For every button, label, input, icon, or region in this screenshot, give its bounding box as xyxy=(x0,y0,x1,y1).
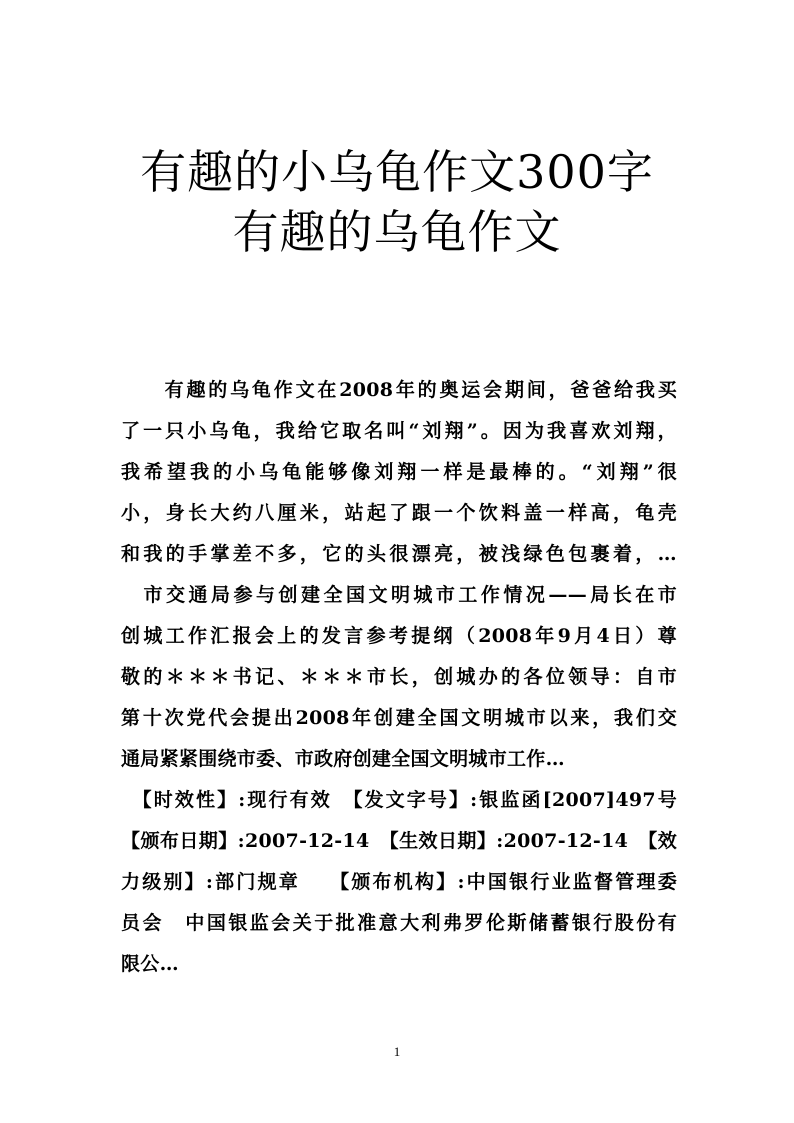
body-line: 了一只小乌龟，我给它取名叫“刘翔”。因为我喜欢刘翔， xyxy=(121,420,677,442)
body-line: 第十次党代会提出2008年创建全国文明城市以来，我们交 xyxy=(121,707,677,729)
body-line: 【颁布日期】:2007-12-14 【生效日期】:2007-12-14 【效 xyxy=(121,830,677,852)
body-line: 创城工作汇报会上的发言参考提纲（2008年9月4日）尊 xyxy=(121,625,677,647)
document-body xyxy=(121,370,677,985)
title-line-2: 有趣的乌龟作文 xyxy=(232,205,562,259)
body-line: 【时效性】:现行有效 【发文字号】:银监函[2007]497号 xyxy=(121,789,677,811)
title-line-1: 有趣的小乌龟作文300字 xyxy=(140,145,654,199)
body-line: 员会 中国银监会关于批准意大利弗罗伦斯储蓄银行股份有 xyxy=(121,912,677,934)
body-line: 通局紧紧围绕市委、市政府创建全国文明城市工作… xyxy=(121,748,565,770)
body-line: 和我的手掌差不多，它的头很漂亮，被浅绿色包裹着，… xyxy=(121,543,677,565)
body-line: 市交通局参与创建全国文明城市工作情况——局长在市 xyxy=(121,584,677,606)
document-title xyxy=(60,142,734,262)
body-line: 敬的＊＊＊书记、＊＊＊市长，创城办的各位领导：自市 xyxy=(121,666,677,688)
body-line: 力级别】:部门规章 【颁布机构】:中国银行业监督管理委 xyxy=(121,871,677,893)
body-line: 我希望我的小乌龟能够像刘翔一样是最棒的。“刘翔”很 xyxy=(121,461,677,483)
body-line: 小，身长大约八厘米，站起了跟一个饮料盖一样高，龟壳 xyxy=(121,502,677,524)
page-number: 1 xyxy=(393,1044,401,1059)
body-line: 有趣的乌龟作文在2008年的奥运会期间，爸爸给我买 xyxy=(121,379,677,401)
body-line: 限公… xyxy=(121,953,179,975)
